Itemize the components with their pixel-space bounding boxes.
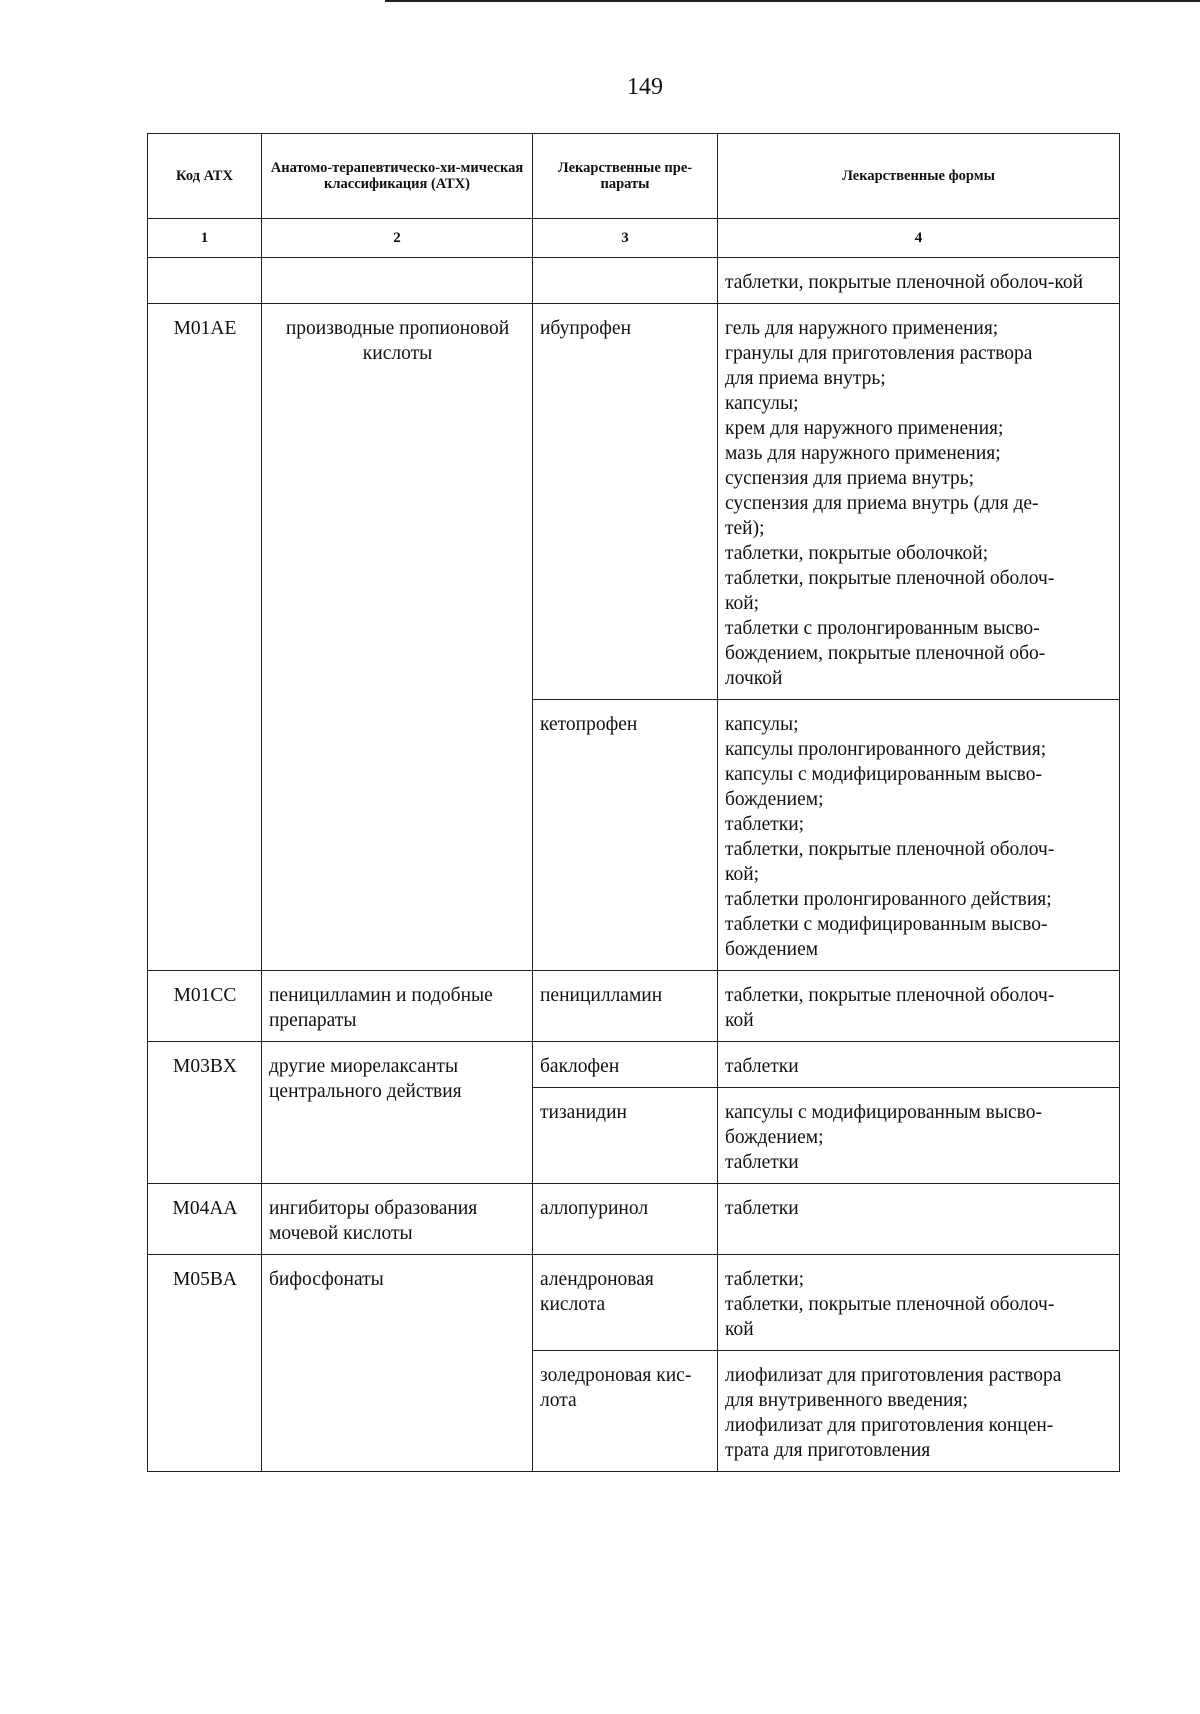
forms-cell: [718, 1255, 1120, 1351]
table-row: [148, 1184, 1120, 1255]
table-row: [148, 971, 1120, 1042]
forms-cell: таблетки, покрытые пленочной оболоч-кой: [718, 258, 1120, 304]
empty-cell: [533, 258, 718, 304]
form-line: для приема внутрь;: [725, 368, 886, 389]
atx-code: M01AE: [148, 304, 262, 971]
drug-name: аллопуринол: [533, 1184, 718, 1255]
form-line: бождением: [725, 939, 819, 960]
form-line: гель для наружного применения;: [725, 318, 999, 339]
form-line: таблетки: [725, 1056, 799, 1077]
form-line: капсулы пролонгированного действия;: [725, 739, 1047, 760]
header-atx-code: Код АТХ: [148, 134, 262, 219]
form-line: капсулы с модифицированным высво-: [725, 1102, 1042, 1123]
forms-cell: [718, 971, 1120, 1042]
form-line: бождением;: [725, 789, 824, 810]
form-line: таблетки;: [725, 814, 805, 835]
form-line: таблетки, покрытые оболочкой;: [725, 543, 989, 564]
classification: бифосфонаты: [262, 1255, 533, 1472]
form-line: таблетки: [725, 1152, 799, 1173]
form-line: таблетки пролонгированного действия;: [725, 889, 1052, 910]
page-number: 149: [627, 74, 663, 100]
drug-name: ибупрофен: [533, 304, 718, 700]
atx-table: [147, 133, 1120, 1472]
empty-cell: [148, 258, 262, 304]
classification: пеницилламин и подобные препараты: [262, 971, 533, 1042]
atx-code: M04AA: [148, 1184, 262, 1255]
continuation-row: [148, 258, 1120, 304]
form-line: суспензия для приема внутрь (для де-: [725, 493, 1039, 514]
form-line: мазь для наружного применения;: [725, 443, 1001, 464]
form-line: кой: [725, 1319, 754, 1340]
forms-cell: [718, 1042, 1120, 1088]
form-line: бождением;: [725, 1127, 824, 1148]
form-line: таблетки, покрытые пленочной оболоч-: [725, 985, 1055, 1006]
drug-name: тизанидин: [533, 1088, 718, 1184]
form-line: таблетки, покрытые пленочной оболоч-: [725, 568, 1055, 589]
form-line: бождением, покрытые пленочной обо-: [725, 643, 1046, 664]
column-number: 4: [718, 219, 1120, 258]
table-row: [148, 1255, 1120, 1351]
forms-cell: [718, 1088, 1120, 1184]
table-row: [148, 304, 1120, 700]
column-number: 3: [533, 219, 718, 258]
drug-name: пеницилламин: [533, 971, 718, 1042]
form-line: крем для наружного применения;: [725, 418, 1004, 439]
form-line: лиофилизат для приготовления концен-: [725, 1415, 1054, 1436]
form-line: лочкой: [725, 668, 783, 689]
form-line: капсулы с модифицированным высво-: [725, 764, 1042, 785]
classification: производные пропионовой кислоты: [262, 304, 533, 971]
drug-name: баклофен: [533, 1042, 718, 1088]
form-line: таблетки с модифицированным высво-: [725, 914, 1048, 935]
form-line: капсулы;: [725, 393, 799, 414]
form-line: суспензия для приема внутрь;: [725, 468, 975, 489]
form-line: таблетки, покрытые пленочной оболоч-: [725, 1294, 1055, 1315]
form-line: таблетки;: [725, 1269, 805, 1290]
form-line: таблетки, покрытые пленочной оболоч-: [725, 839, 1055, 860]
header-forms: Лекарственные формы: [718, 134, 1120, 219]
scan-top-rule: [385, 0, 1200, 2]
form-line: капсулы;: [725, 714, 799, 735]
column-number: 1: [148, 219, 262, 258]
form-line: для внутривенного введения;: [725, 1390, 968, 1411]
column-number-row: [148, 219, 1120, 258]
drug-name: кетопрофен: [533, 700, 718, 971]
forms-cell: [718, 1184, 1120, 1255]
table-row: [148, 1042, 1120, 1088]
form-line: кой;: [725, 593, 760, 614]
empty-cell: [262, 258, 533, 304]
forms-cell: [718, 1351, 1120, 1472]
form-line: таблетки: [725, 1198, 799, 1219]
form-line: таблетки с пролонгированным высво-: [725, 618, 1040, 639]
drug-name: алендроновая кислота: [533, 1255, 718, 1351]
column-number: 2: [262, 219, 533, 258]
header-drugs: Лекарственные пре-параты: [533, 134, 718, 219]
form-line: лиофилизат для приготовления раствора: [725, 1365, 1062, 1386]
forms-cell: [718, 304, 1120, 700]
form-line: гранулы для приготовления раствора: [725, 343, 1033, 364]
form-line: кой;: [725, 864, 760, 885]
atx-code: M05BA: [148, 1255, 262, 1472]
classification: другие миорелаксанты центрального действия: [262, 1042, 533, 1184]
table-header-row: [148, 134, 1120, 219]
form-line: кой: [725, 1010, 754, 1031]
form-line: тей);: [725, 518, 765, 539]
classification: ингибиторы образования мочевой кислоты: [262, 1184, 533, 1255]
drug-name: золедроновая кис-лота: [533, 1351, 718, 1472]
header-classification: Анатомо-терапевтическо-хи-мическая классификация (АТХ): [262, 134, 533, 219]
atx-code: M01CC: [148, 971, 262, 1042]
atx-code: M03BX: [148, 1042, 262, 1184]
form-line: трата для приготовления: [725, 1440, 931, 1461]
forms-cell: [718, 700, 1120, 971]
